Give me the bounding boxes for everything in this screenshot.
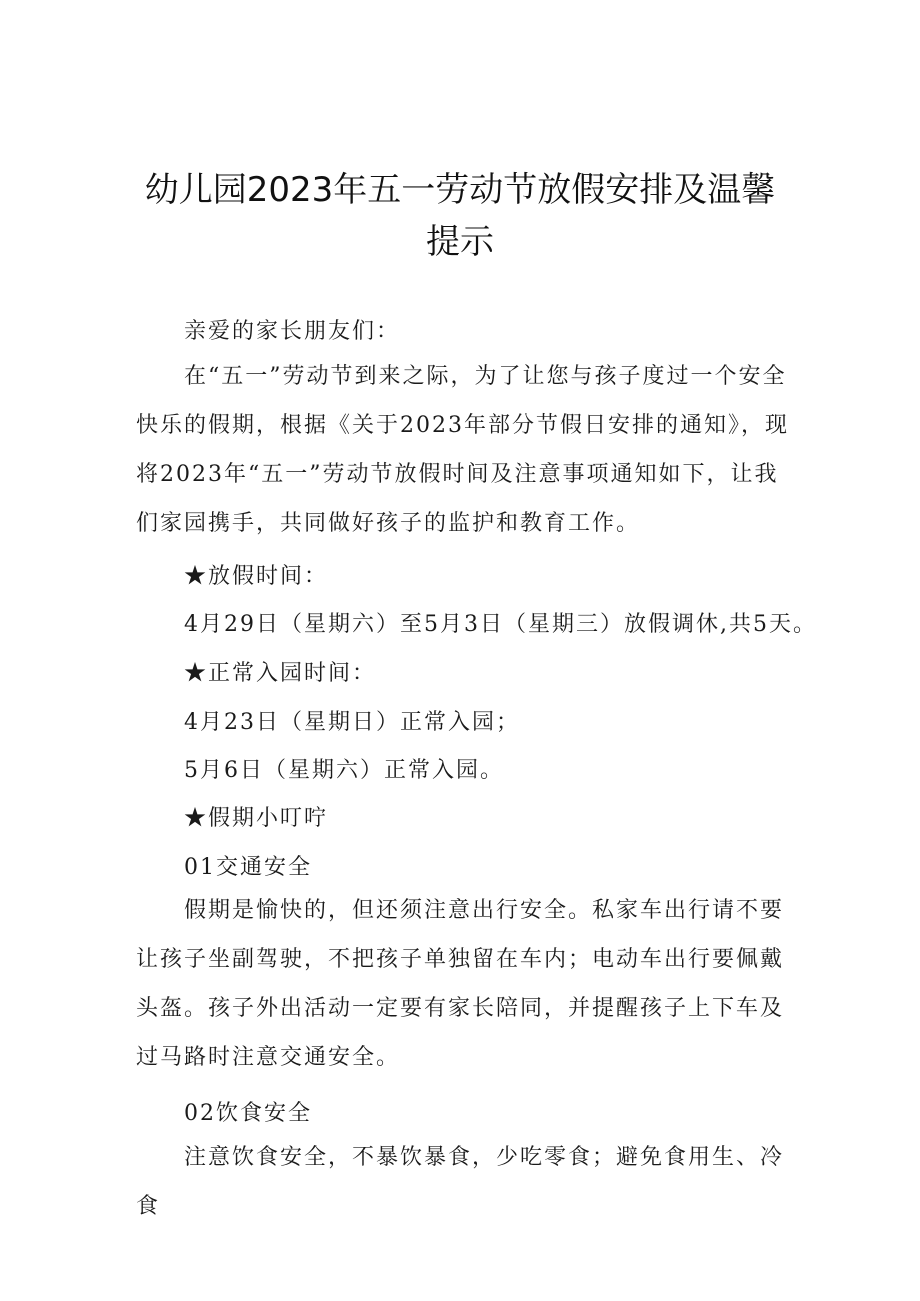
attendance-heading: ★正常入园时间：: [184, 661, 377, 686]
intro-paragraph: 在“五一”劳动节到来之际，为了让您与孩子度过一个安全快乐的假期，根据《关于2023年部分节假日安排的通知》，现将2023年“五一”劳动节放假时间及注意事项通知如下，让我们家园携手，共同做好孩子的监护和教育工作。: [136, 364, 789, 536]
tips-heading: ★假期小叮咛: [184, 806, 329, 831]
food-paragraph: 注意饮食安全，不暴饮暴食，少吃零食；避免食用生、冷食: [136, 1145, 785, 1219]
food-heading: 02饮食安全: [184, 1101, 312, 1126]
greeting: 亲爱的家长朋友们：: [184, 319, 401, 344]
holiday-text: 4月29日（星期六）至5月3日（星期三）放假调休,共5天。: [184, 612, 817, 637]
traffic-heading: 01交通安全: [184, 855, 312, 880]
document-title-line-1: 幼儿园2023年五一劳动节放假安排及温馨: [144, 170, 776, 210]
attendance-line-1: 4月23日（星期日）正常入园；: [184, 710, 520, 735]
traffic-paragraph: 假期是愉快的，但还须注意出行安全。私家车出行请不要让孩子坐副驾驶，不把孩子单独留在车内；电动车出行要佩戴头盔。孩子外出活动一定要有家长陪同，并提醒孩子上下车及过马路时注意交通安全。: [136, 898, 785, 1070]
holiday-heading: ★放假时间：: [184, 564, 329, 589]
document-title-line-2: 提示: [426, 222, 494, 262]
attendance-line-2: 5月6日（星期六）正常入园。: [184, 758, 504, 783]
